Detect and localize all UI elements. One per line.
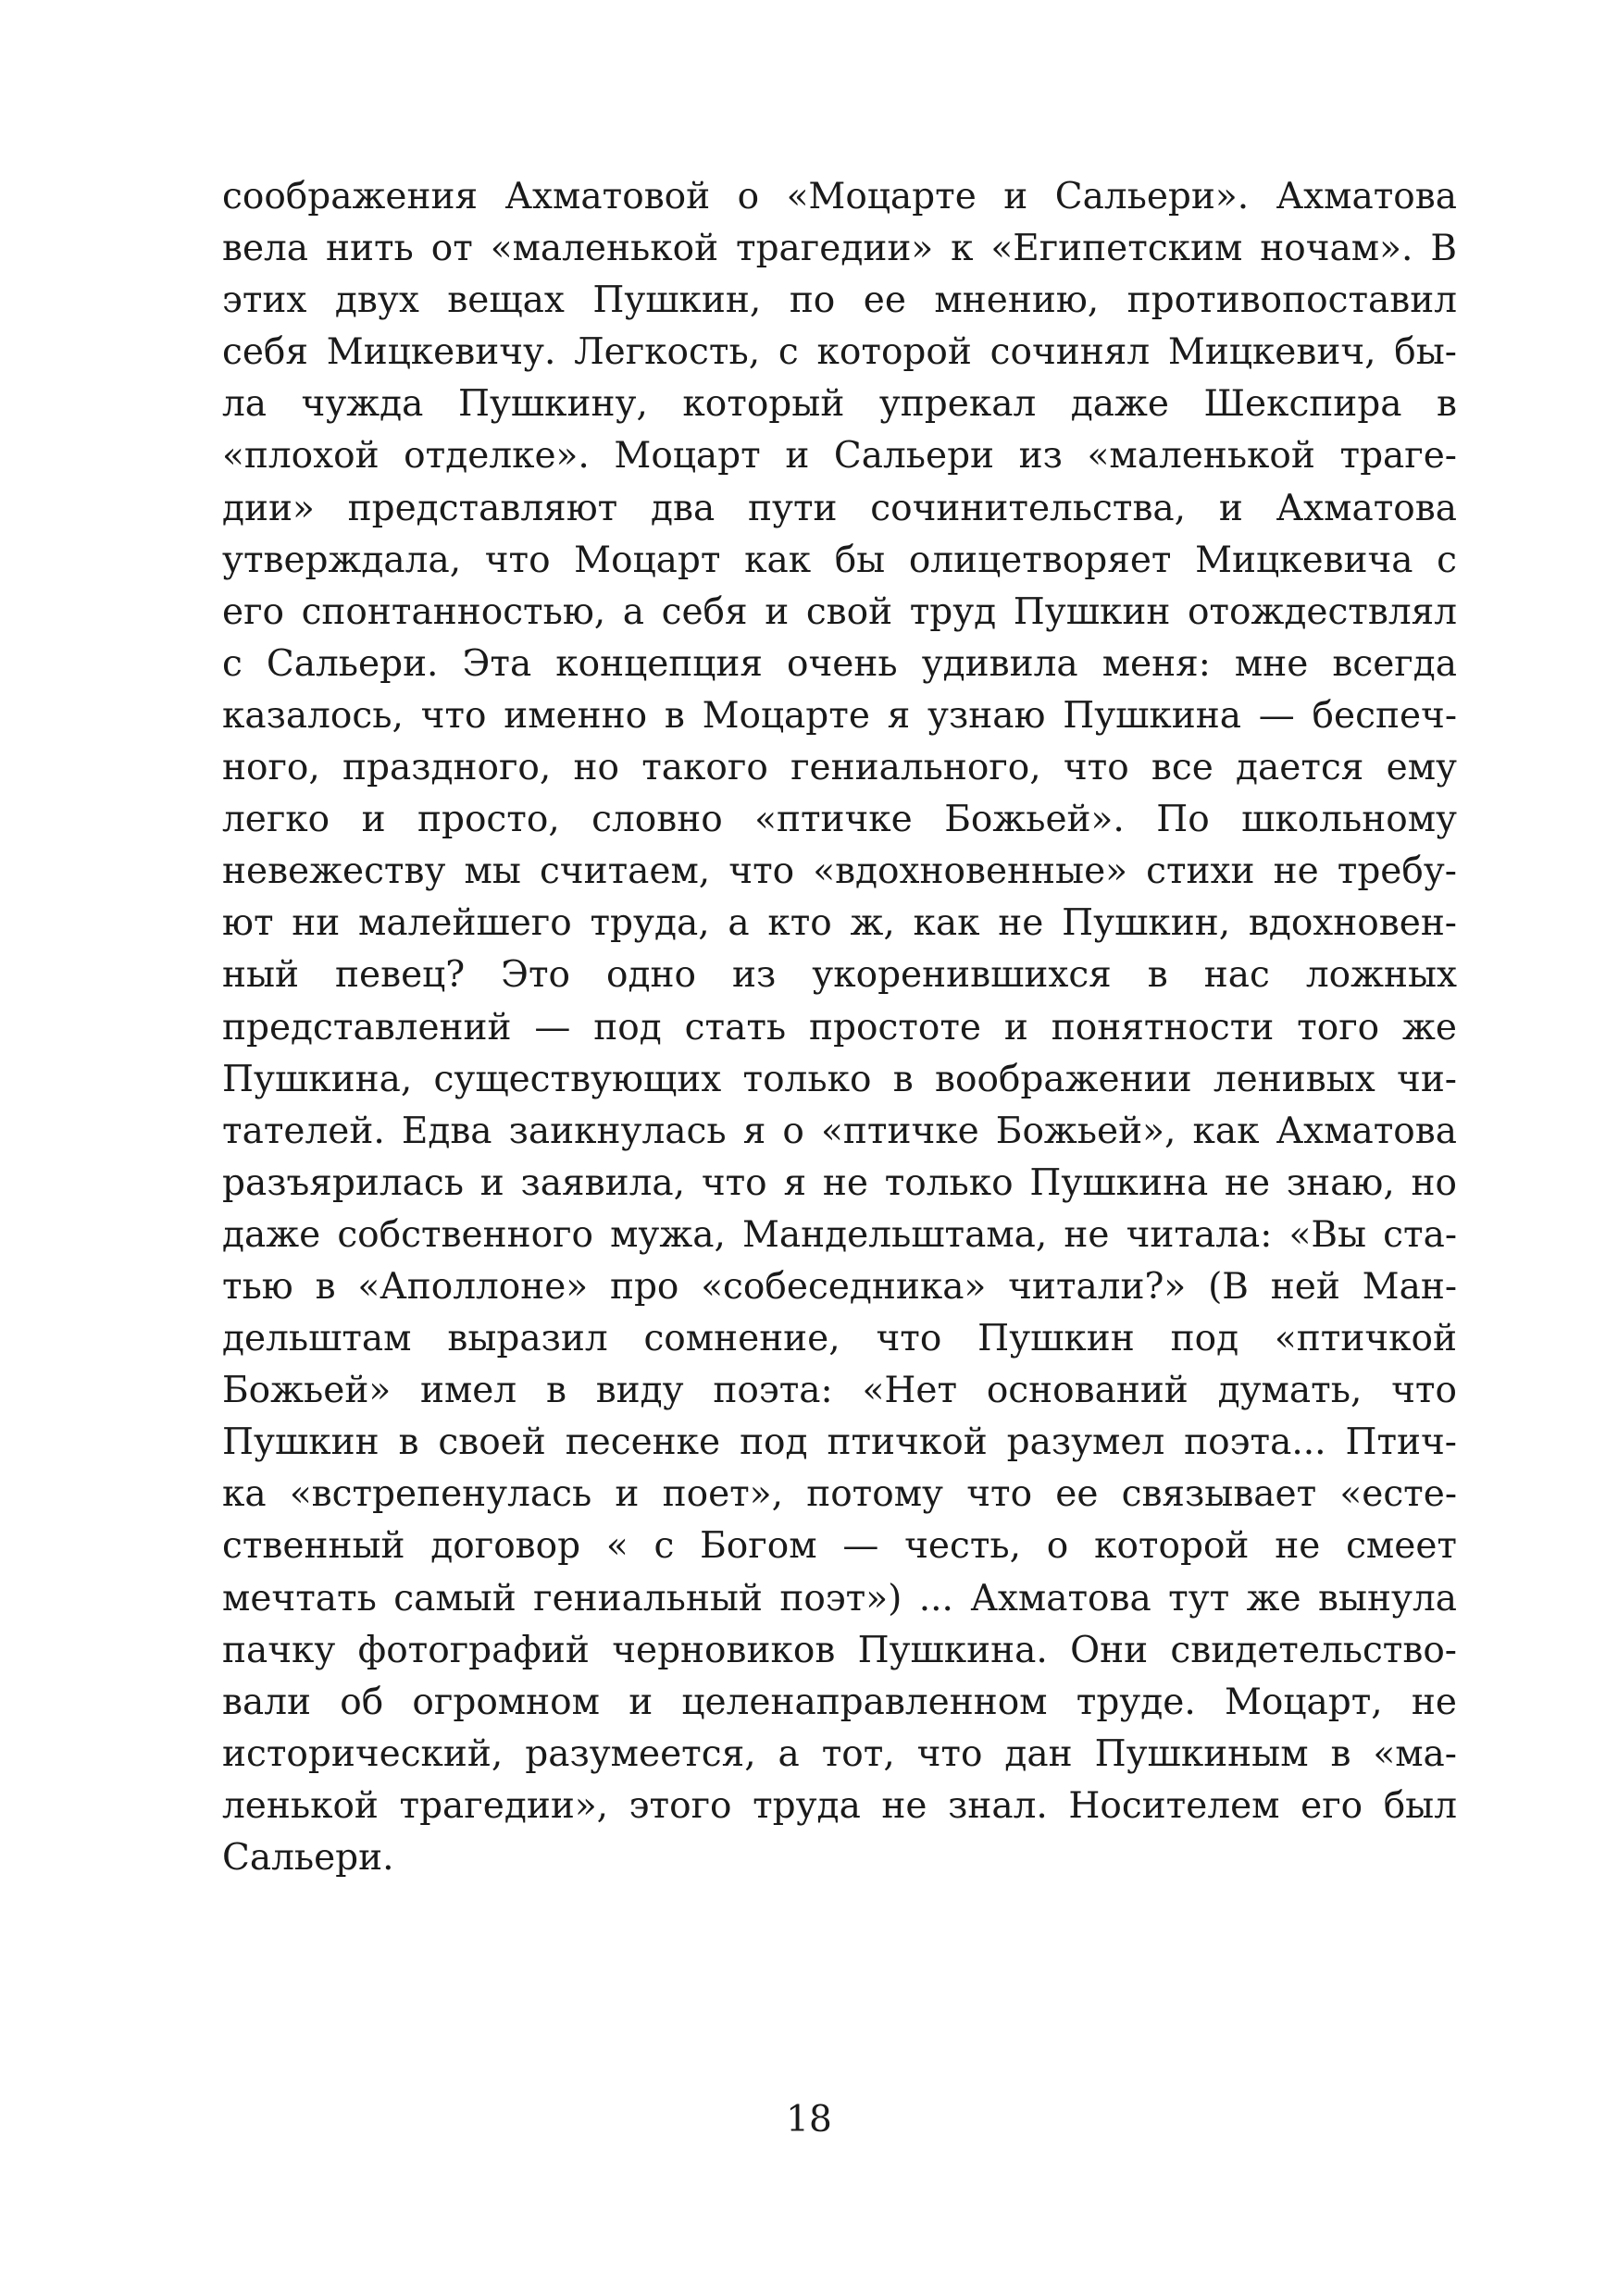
text-line: Пушкин в своей песенке под птичкой разумел поэта... Птич-: [222, 1421, 1457, 1464]
text-line: этих двух вещах Пушкин, по ее мнению, противопоставил: [222, 279, 1457, 322]
text-line: себя Мицкевичу. Легкость, с которой сочинял Мицкевич, бы-: [222, 331, 1457, 374]
text-line: дельштам выразил сомнение, что Пушкин под «птичкой: [222, 1318, 1457, 1360]
text-line: казалось, что именно в Моцарте я узнаю Пушкина — беспеч-: [222, 694, 1457, 737]
text-line: пачку фотографий черновиков Пушкина. Они свидетельство-: [222, 1629, 1457, 1671]
body-text: [222, 171, 1457, 1884]
text-line: исторический, разумеется, а тот, что дан Пушкиным в «ма-: [222, 1732, 1457, 1775]
text-line: легко и просто, словно «птичке Божьей». По школьному: [222, 799, 1457, 841]
text-line: с Сальери. Эта концепция очень удивила меня: мне всегда: [222, 642, 1457, 685]
text-line: вела нить от «маленькой трагедии» к «Египетским ночам». В: [222, 228, 1457, 270]
text-line: мечтать самый гениальный поэт») ... Ахматова тут же вынула: [222, 1577, 1457, 1620]
text-line: Пушкина, существующих только в воображении ленивых чи-: [222, 1058, 1457, 1100]
text-line: ленькой трагедии», этого труда не знал. Носителем его был: [222, 1784, 1457, 1827]
text-line: разъярилась и заявила, что я не только Пушкина не знаю, но: [222, 1161, 1457, 1204]
text-line: невежеству мы считаем, что «вдохновенные» стихи не требу-: [222, 850, 1457, 893]
text-line: вали об огромном и целенаправленном труде. Моцарт, не: [222, 1681, 1457, 1723]
text-line: Божьей» имел в виду поэта: «Нет оснований думать, что: [222, 1370, 1457, 1412]
text-line: ный певец? Это одно из укоренившихся в нас ложных: [222, 954, 1457, 997]
text-line: дии» представляют два пути сочинительства, и Ахматова: [222, 487, 1457, 529]
text-line: соображения Ахматовой о «Моцарте и Сальери». Ахматова: [222, 176, 1457, 217]
text-line: его спонтанностью, а себя и свой труд Пушкин отождествлял: [222, 590, 1457, 633]
text-line: тателей. Едва заикнулась я о «птичке Божьей», как Ахматова: [222, 1110, 1457, 1152]
text-line: «плохой отделке». Моцарт и Сальери из «маленькой траге-: [222, 435, 1457, 478]
text-line: ного, праздного, но такого гениального, что все дается ему: [222, 747, 1457, 789]
text-line: Сальери.: [222, 1837, 394, 1879]
text-line: ла чужда Пушкину, который упрекал даже Шекспира в: [222, 383, 1457, 426]
text-line: ют ни малейшего труда, а кто ж, как не Пушкин, вдохновен-: [222, 902, 1457, 945]
text-line: ственный договор « с Богом — честь, о которой не смеет: [222, 1525, 1457, 1568]
text-line: тью в «Аполлоне» про «собеседника» читали?» (В ней Ман-: [222, 1265, 1457, 1308]
text-line: утверждала, что Моцарт как бы олицетворяет Мицкевича с: [222, 539, 1457, 581]
text-line: даже собственного мужа, Мандельштама, не читала: «Вы ста-: [222, 1213, 1457, 1256]
page-number: 18: [786, 2099, 832, 2141]
text-line: представлений — под стать простоте и понятности того же: [222, 1006, 1457, 1049]
text-line: ка «встрепенулась и поет», потому что ее связывает «есте-: [222, 1473, 1457, 1516]
